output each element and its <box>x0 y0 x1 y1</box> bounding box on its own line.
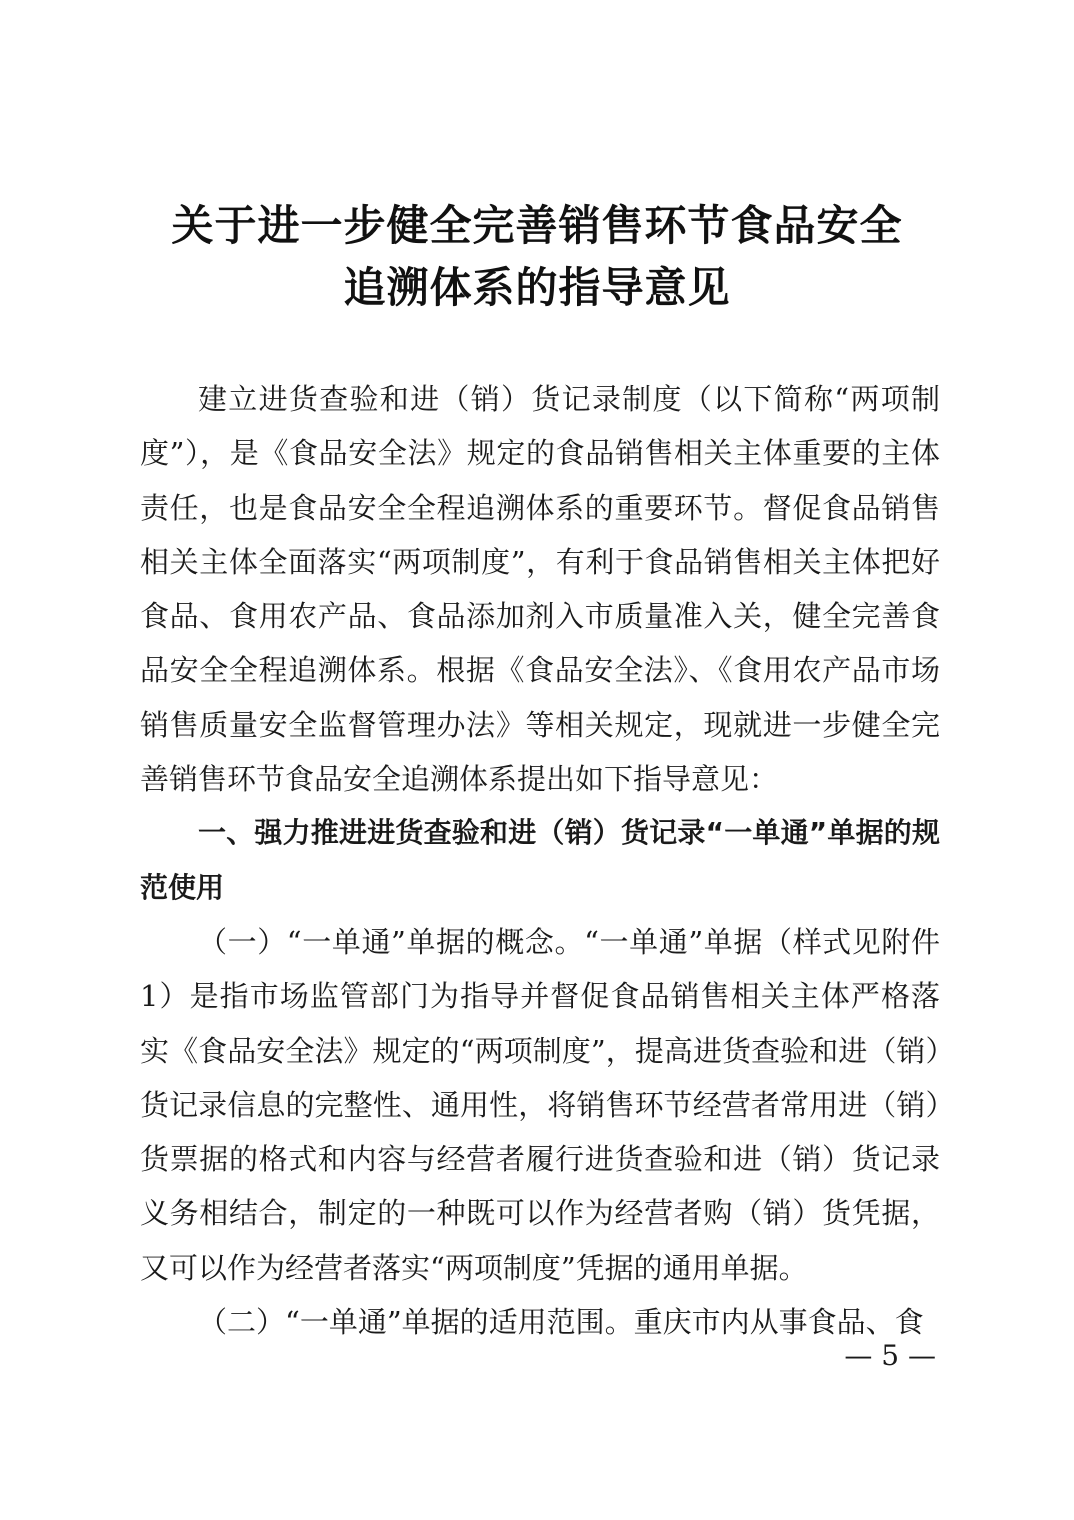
paragraph-intro: 建立进货查验和进（销）货记录制度（以下简称“两项制度”），是《食品安全法》规定的食品销售相关主体重要的主体责任，也是食品安全全程追溯体系的重要环节。督促食品销售相关主体全面落实“两项制度”，有利于食品销售相关主体把好食品、食用农产品、食品添加剂入市质量准入关，健全完善食品安全全程追溯体系。根据《食品安全法》、《食用农产品市场销售质量安全监督管理办法》等相关规定，现就进一步健全完善销售环节食品安全追溯体系提出如下指导意见： <box>140 382 940 797</box>
document-title-line-1: 关于进一步健全完善销售环节食品安全 <box>171 201 903 250</box>
document-title-line-2: 追溯体系的指导意见 <box>343 263 731 312</box>
document-body <box>140 372 940 1349</box>
paragraph-concept: （一）“一单通”单据的概念。“一单通”单据（样式见附件1）是指市场监管部门为指导并督促食品销售相关主体严格落实《食品安全法》规定的“两项制度”，提高进货查验和进（销）货记录信息的完整性、通用性，将销售环节经营者常用进（销）货票据的格式和内容与经营者履行进货查验和进（销）货记录义务相结合，制定的一种既可以作为经营者购（销）货凭据，又可以作为经营者落实“两项制度”凭据的通用单据。 <box>140 924 940 1285</box>
page-number: — 5 — <box>844 1339 936 1372</box>
section-heading-1: 一、强力推进进货查验和进（销）货记录“一单通”单据的规范使用 <box>140 816 940 904</box>
paragraph-scope: （二）“一单通”单据的适用范围。重庆市内从事食品、食 <box>198 1305 924 1340</box>
